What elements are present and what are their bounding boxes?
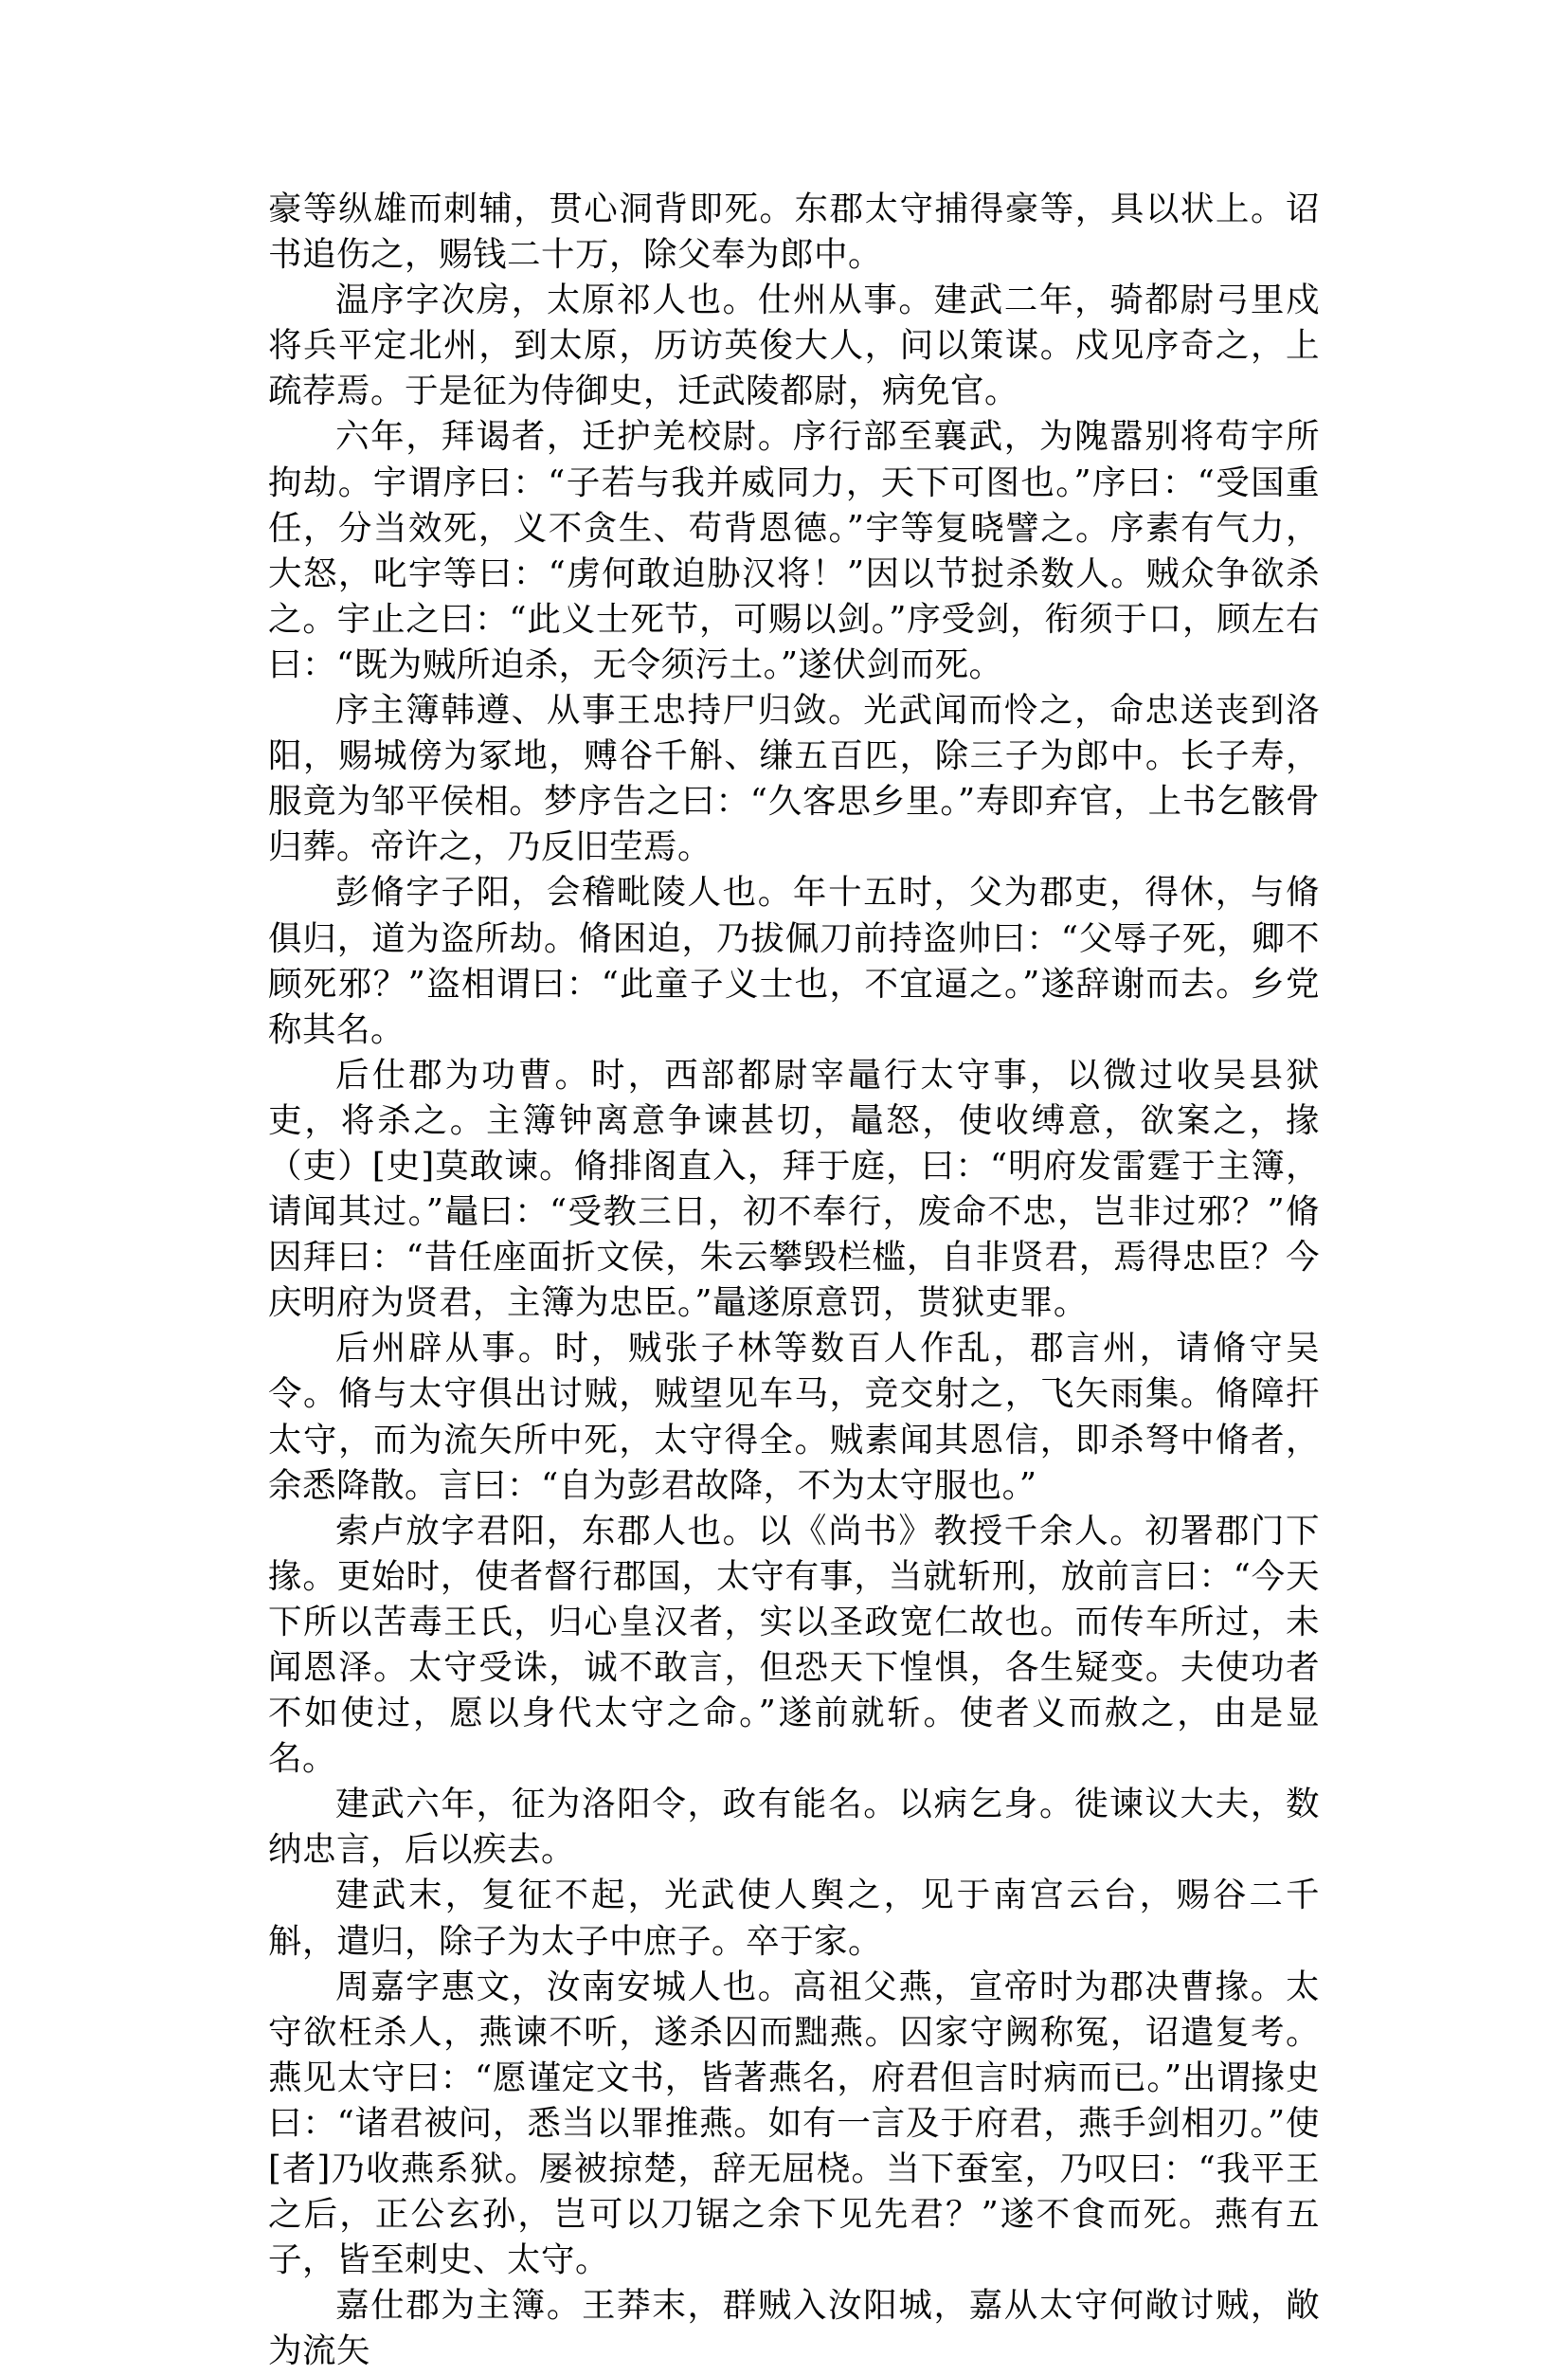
- paragraph: 序主簿韩遵、从事王忠持尸归敛。光武闻而怜之，命忠送丧到洛阳，赐城傍为冢地，赙谷千斛、缣五百匹，除三子为郎中。长子寿，服竟为邹平侯相。梦序告之曰：“久客思乡里。”寿即弃官，上书乞骸骨归葬。帝许之，乃反旧茔焉。: [268, 691, 1320, 867]
- paragraph: 嘉仕郡为主簿。王莽末，群贼入汝阳城，嘉从太守何敞讨贼，敞为流矢: [268, 2286, 1320, 2371]
- paragraph: 温序字次房，太原祁人也。仕州从事。建武二年，骑都尉弓里戍将兵平定北州，到太原，历访英俊大人，问以策谋。戍见序奇之，上疏荐焉。于是征为侍御史，迁武陵都尉，病免官。: [268, 281, 1320, 411]
- paragraph: 彭脩字子阳，会稽毗陵人也。年十五时，父为郡吏，得休，与脩俱归，道为盗所劫。脩困迫，乃拔佩刀前持盗帅曰：“父辱子死，卿不顾死邪？”盗相谓曰：“此童子义士也，不宜逼之。”遂辞谢而去。乡党称其名。: [268, 873, 1320, 1049]
- paragraph: 后州辟从事。时，贼张子林等数百人作乱，郡言州，请脩守吴令。脩与太守俱出讨贼，贼望见车马，竞交射之，飞矢雨集。脩障扞太守，而为流矢所中死，太守得全。贼素闻其恩信，即杀弩中脩者，余悉降散。言曰：“自为彭君故降，不为太守服也。”: [268, 1329, 1320, 1505]
- paragraph: 周嘉字惠文，汝南安城人也。高祖父燕，宣帝时为郡决曹掾。太守欲枉杀人，燕谏不听，遂杀囚而黜燕。囚家守阙称冤，诏遣复考。燕见太守曰：“愿谨定文书，皆著燕名，府君但言时病而已。”出谓掾史曰：“诸君被问，悉当以罪推燕。如有一言及于府君，燕手剑相刃。”使[者]乃收燕系狱。屡被掠楚，辞无屈桡。当下蚕室，乃叹曰：“我平王之后，正公玄孙，岂可以刀锯之余下见先君？”遂不食而死。燕有五子，皆至刺史、太守。: [268, 1967, 1320, 2280]
- paragraph: 豪等纵雄而刺辅，贯心洞背即死。东郡太守捕得豪等，具以状上。诏书追伤之，赐钱二十万，除父奉为郎中。: [268, 190, 1320, 275]
- paragraph: 索卢放字君阳，东郡人也。以《尚书》教授千余人。初署郡门下掾。更始时，使者督行郡国，太守有事，当就斩刑，放前言曰：“今天下所以苦毒王氏，归心皇汉者，实以圣政宽仁故也。而传车所过，未闻恩泽。太守受诛，诚不敢言，但恐天下惶惧，各生疑变。夫使功者不如使过，愿以身代太守之命。”遂前就斩。使者义而赦之，由是显名。: [268, 1511, 1320, 1779]
- paragraph: 建武末，复征不起，光武使人舆之，见于南宫云台，赐谷二千斛，遣归，除子为太子中庶子。卒于家。: [268, 1876, 1320, 1961]
- paragraph: 后仕郡为功曹。时，西部都尉宰鼂行太守事，以微过收吴县狱吏，将杀之。主簿钟离意争谏甚切，鼂怒，使收缚意，欲案之，掾（吏）[史]莫敢谏。脩排阁直入，拜于庭，曰：“明府发雷霆于主簿，请闻其过。”鼂曰：“受教三日，初不奉行，废命不忠，岂非过邪？”脩因拜曰：“昔任座面折文侯，朱云攀毁栏槛，自非贤君，焉得忠臣？今庆明府为贤君，主簿为忠臣。”鼂遂原意罚，贳狱吏罪。: [268, 1055, 1320, 1323]
- paragraph: 六年，拜谒者，迁护羌校尉。序行部至襄武，为隗嚣别将苟宇所拘劫。宇谓序曰：“子若与我并威同力，天下可图也。”序曰：“受国重任，分当效死，义不贪生、苟背恩德。”宇等复晓譬之。序素有气力，大怒，叱宇等曰：“虏何敢迫胁汉将！”因以节挝杀数人。贼众争欲杀之。宇止之曰：“此义士死节，可赐以剑。”序受剑，衔须于口，顾左右曰：“既为贼所迫杀，无令须污土。”遂伏剑而死。: [268, 417, 1320, 684]
- document-page: [268, 187, 1320, 2375]
- paragraph: 建武六年，征为洛阳令，政有能名。以病乞身。徙谏议大夫，数纳忠言，后以疾去。: [268, 1785, 1320, 1870]
